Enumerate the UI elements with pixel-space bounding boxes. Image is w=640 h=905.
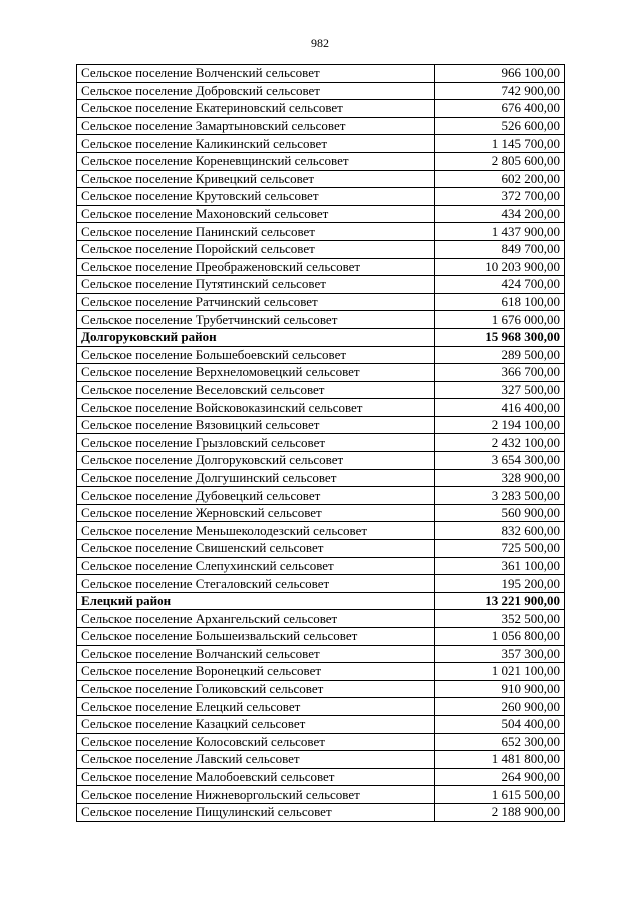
table-row [77, 522, 565, 540]
table-row [77, 381, 565, 399]
settlement-amount: 526 600,00 [435, 117, 565, 135]
settlement-amount: 849 700,00 [435, 240, 565, 258]
settlement-name: Сельское поселение Замартыновский сельсовет [77, 117, 435, 135]
table-row [77, 188, 565, 206]
settlement-name: Сельское поселение Волчанский сельсовет [77, 645, 435, 663]
district-amount: 15 968 300,00 [435, 328, 565, 346]
table-row [77, 293, 565, 311]
settlement-amount: 966 100,00 [435, 65, 565, 83]
settlement-amount: 2 432 100,00 [435, 434, 565, 452]
settlement-name: Сельское поселение Большебоевский сельсовет [77, 346, 435, 364]
table-row [77, 575, 565, 593]
settlement-name: Сельское поселение Грызловский сельсовет [77, 434, 435, 452]
table-row [77, 452, 565, 470]
table-row [77, 645, 565, 663]
table-row [77, 82, 565, 100]
settlement-amount: 195 200,00 [435, 575, 565, 593]
settlement-name: Сельское поселение Ратчинский сельсовет [77, 293, 435, 311]
table-row [77, 628, 565, 646]
settlement-name: Сельское поселение Верхнеломовецкий сельсовет [77, 364, 435, 382]
settlement-amount: 2 805 600,00 [435, 152, 565, 170]
table-row [77, 311, 565, 329]
settlement-name: Сельское поселение Екатериновский сельсовет [77, 100, 435, 118]
settlement-amount: 1 615 500,00 [435, 786, 565, 804]
settlement-amount: 618 100,00 [435, 293, 565, 311]
settlement-name: Сельское поселение Путятинский сельсовет [77, 276, 435, 294]
table-row [77, 223, 565, 241]
settlement-name: Сельское поселение Каликинский сельсовет [77, 135, 435, 153]
table-row [77, 715, 565, 733]
settlement-amount: 1 056 800,00 [435, 628, 565, 646]
table-row [77, 364, 565, 382]
table-row [77, 117, 565, 135]
settlement-amount: 725 500,00 [435, 540, 565, 558]
settlement-name: Сельское поселение Колосовский сельсовет [77, 733, 435, 751]
settlement-name: Сельское поселение Малобоевский сельсовет [77, 768, 435, 786]
page-number: 982 [311, 36, 329, 50]
settlement-amount: 560 900,00 [435, 504, 565, 522]
settlement-name: Сельское поселение Преображеновский сельсовет [77, 258, 435, 276]
settlement-name: Сельское поселение Волченский сельсовет [77, 65, 435, 83]
settlement-amount: 3 283 500,00 [435, 487, 565, 505]
settlement-amount: 328 900,00 [435, 469, 565, 487]
settlement-amount: 10 203 900,00 [435, 258, 565, 276]
settlement-name: Сельское поселение Лавский сельсовет [77, 751, 435, 769]
table-row [77, 610, 565, 628]
settlement-amount: 504 400,00 [435, 715, 565, 733]
settlement-name: Сельское поселение Добровский сельсовет [77, 82, 435, 100]
settlement-name: Сельское поселение Дубовецкий сельсовет [77, 487, 435, 505]
district-row [77, 328, 565, 346]
settlement-amount: 2 194 100,00 [435, 416, 565, 434]
budget-table [76, 64, 565, 822]
settlement-amount: 652 300,00 [435, 733, 565, 751]
settlement-name: Сельское поселение Поройский сельсовет [77, 240, 435, 258]
settlement-amount: 1 021 100,00 [435, 663, 565, 681]
settlement-name: Сельское поселение Долгоруковский сельсовет [77, 452, 435, 470]
settlement-amount: 602 200,00 [435, 170, 565, 188]
settlement-amount: 361 100,00 [435, 557, 565, 575]
table-row [77, 434, 565, 452]
settlement-amount: 357 300,00 [435, 645, 565, 663]
settlement-name: Сельское поселение Трубетчинский сельсовет [77, 311, 435, 329]
table-row [77, 240, 565, 258]
table-row [77, 205, 565, 223]
settlement-name: Сельское поселение Вязовицкий сельсовет [77, 416, 435, 434]
settlement-amount: 676 400,00 [435, 100, 565, 118]
table-row [77, 557, 565, 575]
table-row [77, 751, 565, 769]
settlement-name: Сельское поселение Свишенский сельсовет [77, 540, 435, 558]
settlement-name: Сельское поселение Крутовский сельсовет [77, 188, 435, 206]
settlement-name: Сельское поселение Стегаловский сельсовет [77, 575, 435, 593]
settlement-name: Сельское поселение Кореневщинский сельсовет [77, 152, 435, 170]
settlement-name: Сельское поселение Пищулинский сельсовет [77, 803, 435, 821]
table-row [77, 416, 565, 434]
settlement-amount: 1 145 700,00 [435, 135, 565, 153]
settlement-amount: 910 900,00 [435, 680, 565, 698]
settlement-name: Сельское поселение Архангельский сельсовет [77, 610, 435, 628]
district-name: Долгоруковский район [77, 328, 435, 346]
table-row [77, 100, 565, 118]
district-name: Елецкий район [77, 592, 435, 610]
settlement-name: Сельское поселение Войсковоказинский сельсовет [77, 399, 435, 417]
table-row [77, 346, 565, 364]
table-row [77, 487, 565, 505]
settlement-amount: 2 188 900,00 [435, 803, 565, 821]
settlement-name: Сельское поселение Веселовский сельсовет [77, 381, 435, 399]
settlement-name: Сельское поселение Слепухинский сельсовет [77, 557, 435, 575]
table-row [77, 469, 565, 487]
settlement-name: Сельское поселение Меньшеколодезский сельсовет [77, 522, 435, 540]
table-row [77, 803, 565, 821]
table-row [77, 152, 565, 170]
settlement-name: Сельское поселение Жерновский сельсовет [77, 504, 435, 522]
table-row [77, 540, 565, 558]
table-row [77, 680, 565, 698]
table-row [77, 258, 565, 276]
table-row [77, 276, 565, 294]
settlement-name: Сельское поселение Махоновский сельсовет [77, 205, 435, 223]
settlement-amount: 832 600,00 [435, 522, 565, 540]
table-row [77, 663, 565, 681]
settlement-name: Сельское поселение Голиковский сельсовет [77, 680, 435, 698]
budget-table-body [77, 65, 565, 822]
settlement-name: Сельское поселение Кривецкий сельсовет [77, 170, 435, 188]
settlement-amount: 742 900,00 [435, 82, 565, 100]
table-row [77, 504, 565, 522]
settlement-amount: 1 676 000,00 [435, 311, 565, 329]
table-row [77, 786, 565, 804]
settlement-amount: 366 700,00 [435, 364, 565, 382]
settlement-amount: 1 437 900,00 [435, 223, 565, 241]
settlement-amount: 1 481 800,00 [435, 751, 565, 769]
table-row [77, 698, 565, 716]
table-row [77, 733, 565, 751]
settlement-name: Сельское поселение Нижневоргольский сельсовет [77, 786, 435, 804]
settlement-name: Сельское поселение Воронецкий сельсовет [77, 663, 435, 681]
table-row [77, 170, 565, 188]
settlement-amount: 3 654 300,00 [435, 452, 565, 470]
settlement-amount: 372 700,00 [435, 188, 565, 206]
settlement-amount: 260 900,00 [435, 698, 565, 716]
settlement-name: Сельское поселение Большеизвальский сельсовет [77, 628, 435, 646]
settlement-name: Сельское поселение Елецкий сельсовет [77, 698, 435, 716]
table-row [77, 135, 565, 153]
settlement-name: Сельское поселение Панинский сельсовет [77, 223, 435, 241]
settlement-amount: 416 400,00 [435, 399, 565, 417]
settlement-amount: 327 500,00 [435, 381, 565, 399]
table-row [77, 768, 565, 786]
settlement-name: Сельское поселение Долгушинский сельсовет [77, 469, 435, 487]
settlement-amount: 434 200,00 [435, 205, 565, 223]
district-row [77, 592, 565, 610]
settlement-amount: 424 700,00 [435, 276, 565, 294]
table-row [77, 65, 565, 83]
district-amount: 13 221 900,00 [435, 592, 565, 610]
settlement-amount: 289 500,00 [435, 346, 565, 364]
settlement-amount: 264 900,00 [435, 768, 565, 786]
table-row [77, 399, 565, 417]
settlement-name: Сельское поселение Казацкий сельсовет [77, 715, 435, 733]
settlement-amount: 352 500,00 [435, 610, 565, 628]
